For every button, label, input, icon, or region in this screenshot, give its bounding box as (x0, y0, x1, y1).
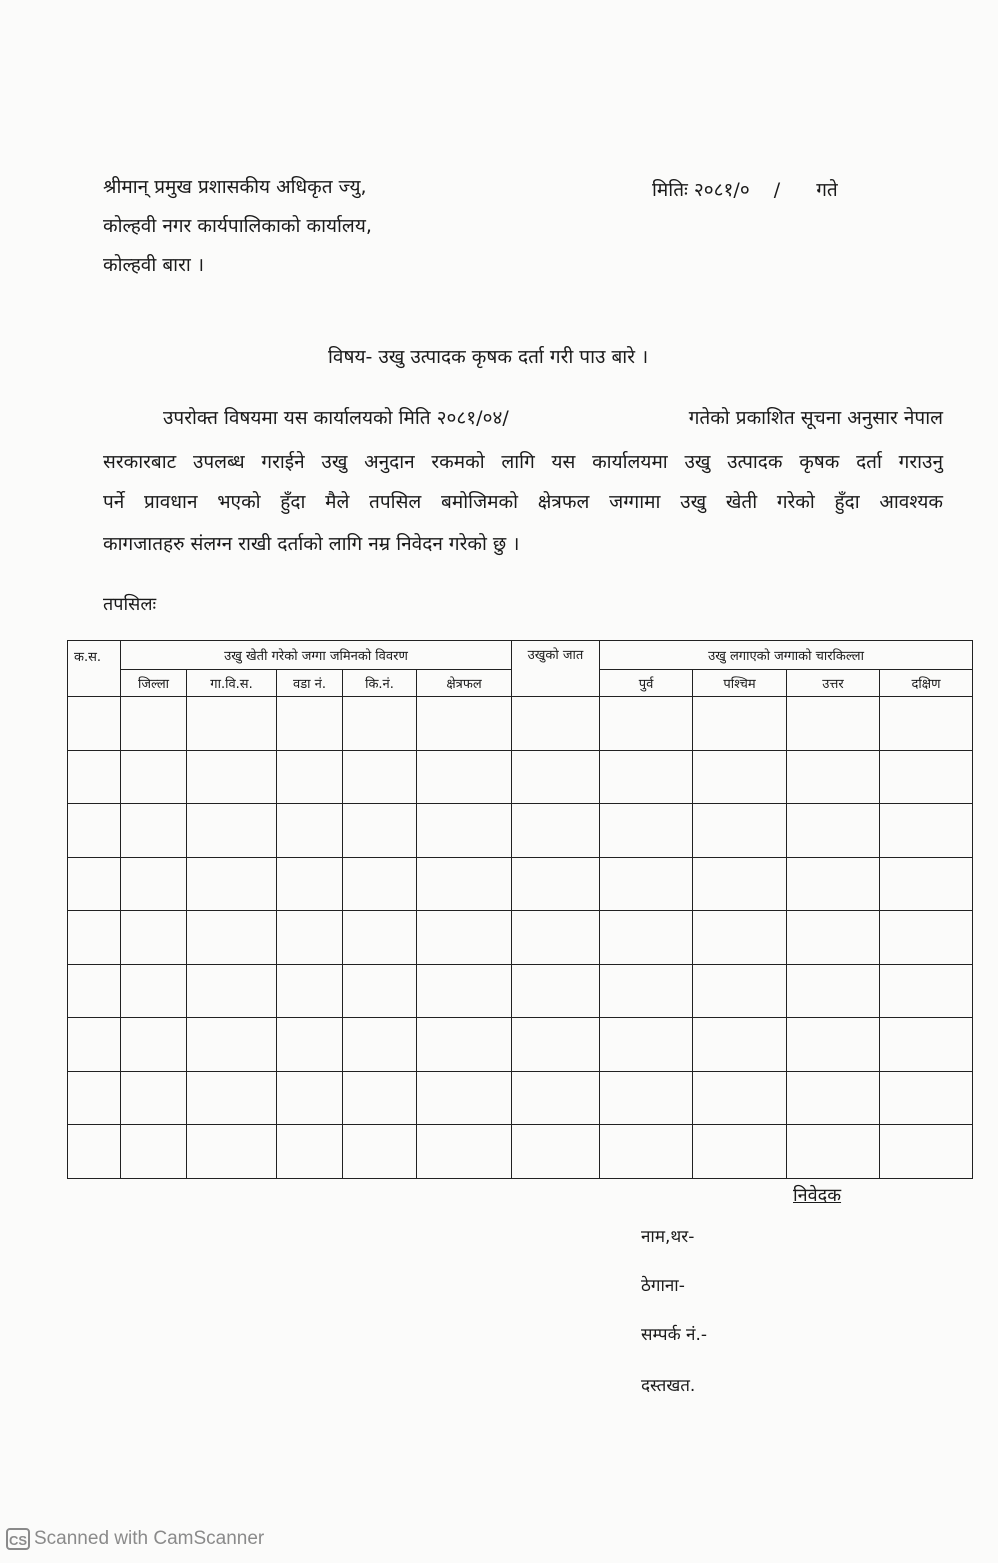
table-cell (880, 1125, 973, 1179)
table-row (68, 697, 973, 751)
table-cell (787, 1071, 880, 1125)
table-cell (417, 857, 512, 911)
table-cell (277, 964, 343, 1018)
date-slash: / (773, 179, 781, 201)
recipient-line-3: कोल्हवी बारा । (103, 254, 205, 276)
table-cell (512, 804, 600, 858)
table-cell (343, 697, 417, 751)
table-cell (417, 911, 512, 965)
table-cell (693, 697, 787, 751)
header-south: दक्षिण (880, 670, 973, 697)
table-cell (600, 964, 693, 1018)
table-cell (277, 911, 343, 965)
body-line-2: सरकारबाट उपलब्ध गराईने उखु अनुदान रकमको लागि यस कार्यालयमा उखु उत्पादक कृषक दर्ता गराउनु (103, 451, 943, 473)
table-cell (343, 750, 417, 804)
table-cell (121, 964, 187, 1018)
signature-field-label: दस्तखत. (641, 1376, 696, 1396)
table-cell (68, 857, 121, 911)
table-cell (68, 804, 121, 858)
table-cell (343, 911, 417, 965)
table-cell (600, 750, 693, 804)
table-cell (693, 911, 787, 965)
table-cell (787, 1018, 880, 1072)
table-cell (787, 964, 880, 1018)
header-west: पश्चिम (693, 670, 787, 697)
header-plot-number: कि.नं. (343, 670, 417, 697)
table-cell (343, 1071, 417, 1125)
table-cell (512, 1125, 600, 1179)
table-cell (600, 1018, 693, 1072)
table-cell (787, 911, 880, 965)
table-cell (787, 857, 880, 911)
table-row (68, 911, 973, 965)
table-cell (187, 1125, 277, 1179)
table-cell (880, 750, 973, 804)
table-row (68, 1125, 973, 1179)
table-cell (277, 697, 343, 751)
applicant-title: निवेदक (793, 1185, 842, 1206)
table-cell (787, 804, 880, 858)
table-cell (880, 804, 973, 858)
table-cell (187, 857, 277, 911)
table-cell (600, 911, 693, 965)
body-line-3: पर्ने प्रावधान भएको हुँदा मैले तपसिल बमोजिमको क्षेत्रफल जग्गामा उखु खेती गरेको हुँदा आवश्यक (103, 491, 943, 513)
table-cell (693, 1125, 787, 1179)
table-cell (277, 857, 343, 911)
table-cell (693, 1071, 787, 1125)
table-cell (787, 750, 880, 804)
contact-field-label: सम्पर्क नं.- (641, 1325, 708, 1345)
table-cell (693, 804, 787, 858)
camscanner-text: Scanned with CamScanner (34, 1528, 265, 1549)
table-body (68, 697, 973, 1179)
table-cell (600, 697, 693, 751)
table-cell (512, 1018, 600, 1072)
name-field-label: नाम,थर- (641, 1227, 695, 1247)
table-cell (187, 964, 277, 1018)
header-sugarcane-variety: उखुको जात (512, 641, 600, 697)
table-cell (880, 964, 973, 1018)
table-cell (277, 1071, 343, 1125)
land-details-table (67, 640, 973, 1179)
table-cell (121, 804, 187, 858)
camscanner-watermark (6, 1528, 264, 1550)
table-cell (343, 1018, 417, 1072)
table-cell (121, 750, 187, 804)
address-field-label: ठेगाना- (641, 1276, 685, 1296)
header-serial-number: क.स. (68, 641, 121, 697)
table-cell (187, 750, 277, 804)
body-line-1 (163, 404, 943, 430)
date-label: मितिः २०८१/० (652, 179, 750, 201)
tapasil-label: तपसिलः (103, 594, 157, 615)
table-cell (417, 804, 512, 858)
table-cell (187, 911, 277, 965)
header-district: जिल्ला (121, 670, 187, 697)
table-cell (693, 857, 787, 911)
table-cell (343, 804, 417, 858)
table-cell (417, 697, 512, 751)
table-cell (880, 911, 973, 965)
table-row (68, 804, 973, 858)
table-cell (600, 804, 693, 858)
table-cell (880, 857, 973, 911)
date-suffix: गते (816, 179, 838, 201)
table-cell (121, 1018, 187, 1072)
table-cell (343, 1125, 417, 1179)
header-ward-number: वडा नं. (277, 670, 343, 697)
table-cell (600, 857, 693, 911)
table-cell (68, 964, 121, 1018)
table-row (68, 1018, 973, 1072)
table-cell (68, 911, 121, 965)
table-cell (68, 1125, 121, 1179)
table-cell (121, 857, 187, 911)
table-cell (600, 1125, 693, 1179)
table-cell (787, 697, 880, 751)
table-cell (880, 1018, 973, 1072)
table-cell (512, 911, 600, 965)
table-cell (68, 1018, 121, 1072)
table-cell (600, 1071, 693, 1125)
table-cell (121, 1071, 187, 1125)
table-cell (68, 1071, 121, 1125)
table-cell (187, 1018, 277, 1072)
table-cell (187, 1071, 277, 1125)
table-cell (787, 1125, 880, 1179)
recipient-line-2: कोल्हवी नगर कार्यपालिकाको कार्यालय, (103, 215, 372, 237)
header-land-details: उखु खेती गरेको जग्गा जमिनको विवरण (121, 641, 512, 670)
table-cell (880, 697, 973, 751)
table-cell (121, 1125, 187, 1179)
table-cell (277, 1125, 343, 1179)
header-north: उत्तर (787, 670, 880, 697)
table-cell (512, 750, 600, 804)
table-cell (693, 750, 787, 804)
header-vdc: गा.वि.स. (187, 670, 277, 697)
table-cell (187, 804, 277, 858)
table-cell (343, 964, 417, 1018)
table-cell (187, 697, 277, 751)
table-row (68, 750, 973, 804)
table-row (68, 1071, 973, 1125)
body-line-1-start: उपरोक्त विषयमा यस कार्यालयको मिति २०८१/०४/ (163, 407, 509, 429)
table-cell (343, 857, 417, 911)
table-cell (512, 697, 600, 751)
table-cell (417, 964, 512, 1018)
header-land-boundaries: उखु लगाएको जग्गाको चारकिल्ला (600, 641, 973, 670)
recipient-line-1: श्रीमान् प्रमुख प्रशासकीय अधिकृत ज्यु, (103, 176, 367, 198)
table-cell (693, 1018, 787, 1072)
table-cell (512, 964, 600, 1018)
body-line-4: कागजातहरु संलग्न राखी दर्ताको लागि नम्र निवेदन गरेको छु । (103, 533, 520, 555)
table-row (68, 857, 973, 911)
table-cell (880, 1071, 973, 1125)
header-area: क्षेत्रफल (417, 670, 512, 697)
table-cell (417, 1018, 512, 1072)
date-line (652, 176, 838, 202)
header-east: पुर्व (600, 670, 693, 697)
table-cell (277, 804, 343, 858)
camscanner-logo: CS (6, 1528, 30, 1550)
table-cell (277, 750, 343, 804)
table-cell (417, 1125, 512, 1179)
table-cell (512, 857, 600, 911)
table-cell (512, 1071, 600, 1125)
table-cell (68, 697, 121, 751)
table-cell (693, 964, 787, 1018)
subject-line: विषय- उखु उत्पादक कृषक दर्ता गरी पाउ बारे । (328, 346, 649, 368)
table-row (68, 964, 973, 1018)
table-cell (417, 750, 512, 804)
table-cell (68, 750, 121, 804)
table-cell (417, 1071, 512, 1125)
body-line-1-end: गतेको प्रकाशित सूचना अनुसार नेपाल (688, 407, 943, 429)
table-cell (121, 911, 187, 965)
table-cell (277, 1018, 343, 1072)
table-cell (121, 697, 187, 751)
